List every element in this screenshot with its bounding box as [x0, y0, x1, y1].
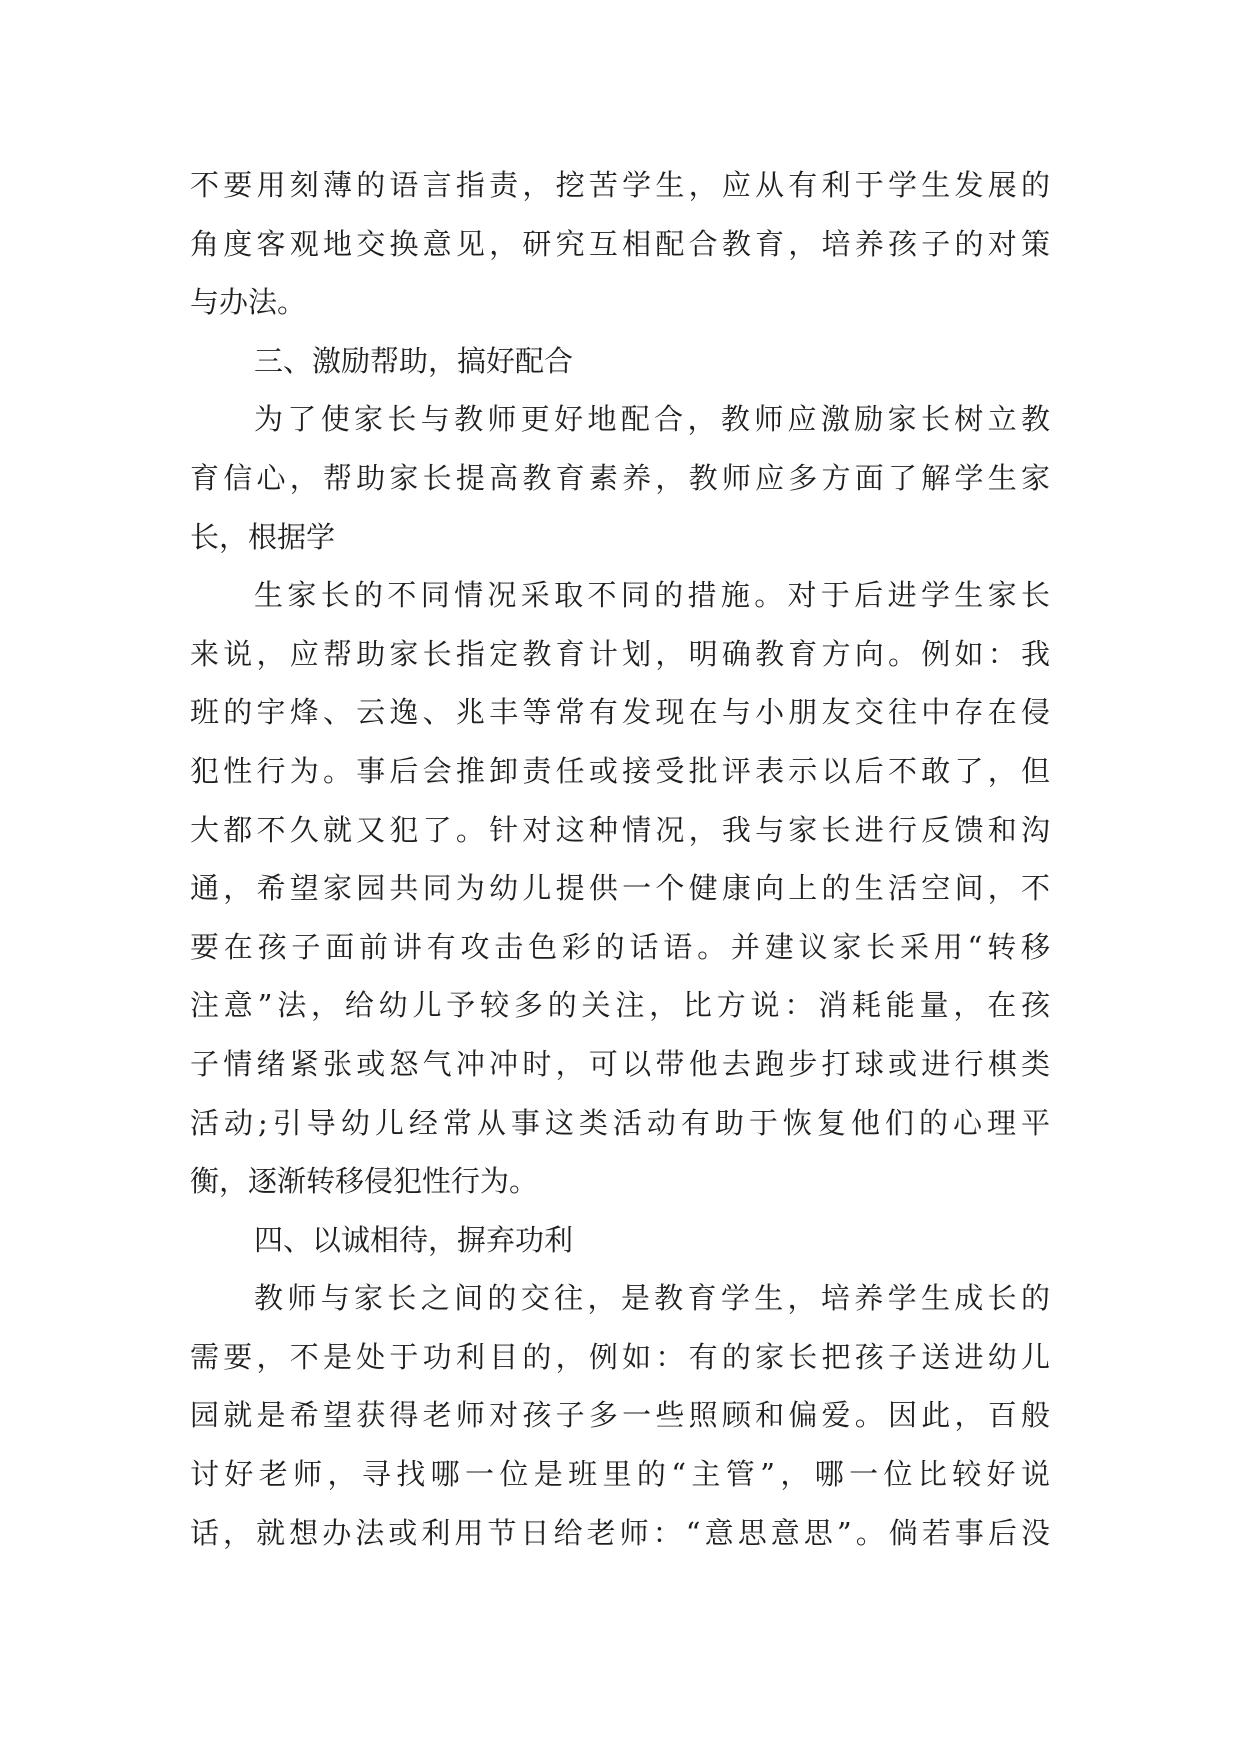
- text-line: 班的宇烽、云逸、兆丰等常有发现在与小朋友交往中存在侵: [190, 695, 1050, 730]
- text-line: 要在孩子面前讲有攻击色彩的话语。并建议家长采用“转移: [190, 929, 1050, 964]
- text-line: 注意”法，给幼儿予较多的关注，比方说：消耗能量，在孩: [190, 988, 1050, 1023]
- text-line: 子情绪紧张或怒气冲冲时，可以带他去跑步打球或进行棋类: [190, 1046, 1050, 1081]
- text-line: 长，根据学: [190, 519, 336, 554]
- text-line: 不要用刻薄的语言指责，挖苦学生，应从有利于学生发展的: [190, 168, 1050, 202]
- section-heading: 四、以诚相待，摒弃功利: [254, 1222, 574, 1257]
- text-line: 话，就想办法或利用节日给老师：“意思意思”。倘若事后没: [190, 1515, 1050, 1550]
- text-line: 大都不久就又犯了。针对这种情况，我与家长进行反馈和沟: [190, 812, 1050, 847]
- text-line: 活动;引导幼儿经常从事这类活动有助于恢复他们的心理平: [190, 1105, 1050, 1140]
- document-body: [190, 156, 1050, 1562]
- text-line: 犯性行为。事后会推卸责任或接受批评表示以后不敢了，但: [190, 753, 1050, 788]
- text-line: 来说，应帮助家长指定教育计划，明确教育方向。例如：我: [190, 636, 1050, 671]
- text-line: 园就是希望获得老师对孩子多一些照顾和偏爱。因此，百般: [190, 1398, 1050, 1433]
- text-line: 育信心，帮助家长提高教育素养，教师应多方面了解学生家: [190, 460, 1050, 495]
- text-line: 需要，不是处于功利目的，例如：有的家长把孩子送进幼儿: [190, 1339, 1050, 1374]
- text-line: 通，希望家园共同为幼儿提供一个健康向上的生活空间，不: [190, 871, 1050, 906]
- text-line: 生家长的不同情况采取不同的措施。对于后进学生家长: [254, 578, 1050, 613]
- text-line: 为了使家长与教师更好地配合，教师应激励家长树立教: [254, 402, 1050, 437]
- text-line: 讨好老师，寻找哪一位是班里的“主管”，哪一位比较好说: [190, 1457, 1050, 1492]
- section-heading: 三、激励帮助，搞好配合: [254, 343, 574, 378]
- text-line: 衡，逐渐转移侵犯性行为。: [190, 1164, 539, 1199]
- text-line: 教师与家长之间的交往，是教育学生，培养学生成长的: [254, 1281, 1050, 1316]
- text-line: 角度客观地交换意见，研究互相配合教育，培养孩子的对策: [190, 226, 1050, 261]
- text-line: 与办法。: [190, 285, 307, 320]
